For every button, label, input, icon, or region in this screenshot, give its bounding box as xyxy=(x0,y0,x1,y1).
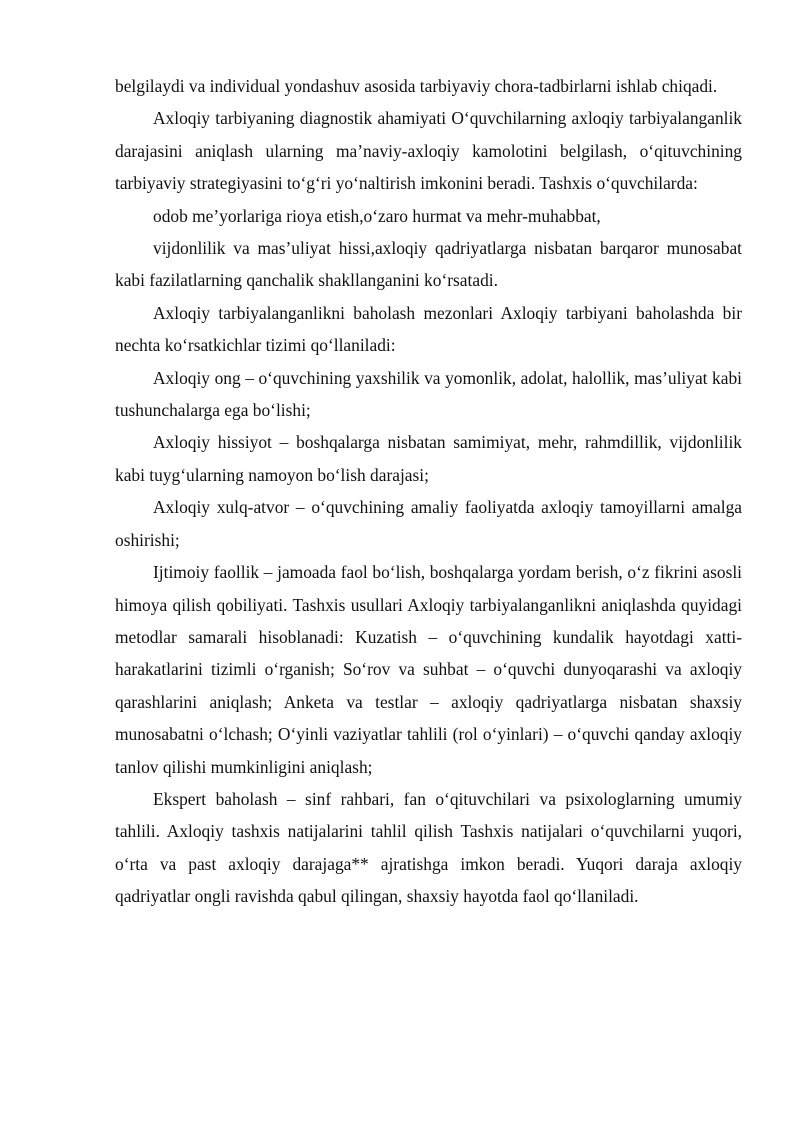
document-body xyxy=(115,70,742,913)
paragraph-moral-feelings: Axloqiy hissiyot – boshqalarga nisbatan samimiyat, mehr, rahmdillik, vijdonlilik kabi tuyg‘ularning namoyon bo‘lish darajasi; xyxy=(115,432,742,485)
paragraph-social-activity: Ijtimoiy faollik – jamoada faol bo‘lish, boshqalarga yordam berish, o‘z fikrini asosli himoya qilish qobiliyati. Tashxis usullari Axloqiy tarbiyalanganlikni aniqlashda quyidagi metodlar samarali hisoblanadi: Kuzatish – o‘quvchining kundalik hayotdagi xatti-harakatlarini tizimli o‘rganish; So‘rov va suhbat – o‘quvchi dunyoqarashi va axloqiy qarashlarini aniqlash; Anketa va testlar – axloqiy qadriyatlarga nisbatan shaxsiy munosabatni o‘lchash; O‘yinli vaziyatlar tahlili (rol o‘yinlari) – o‘quvchi qanday axloqiy tanlov qilishi mumkinligini aniqlash; xyxy=(115,562,742,777)
paragraph-moral-consciousness: Axloqiy ong – o‘quvchining yaxshilik va yomonlik, adolat, halollik, mas’uliyat kabi tushunchalarga ega bo‘lishi; xyxy=(115,367,742,421)
paragraph-continuation: belgilaydi va individual yondashuv asosida tarbiyaviy chora-tadbirlarni ishlab chiqadi. xyxy=(115,76,718,96)
paragraph-moral-behavior: Axloqiy xulq-atvor – o‘quvchining amaliy faoliyatda axloqiy tamoyillarni amalga oshirishi; xyxy=(115,497,742,550)
paragraph-expert-evaluation: Ekspert baholash – sinf rahbari, fan o‘qituvchilari va psixologlarning umumiy tahlili. Axloqiy tashxis natijalarini tahlil qilish Tashxis natijalari o‘quvchilarni yuqori, o‘rta va past axloqiy darajaga** ajratishga imkon beradi. Yuqori daraja axloqiy qadriyatlar ongli ravishda qabul qilingan, shaxsiy hayotda faol qo‘llaniladi. xyxy=(115,788,742,907)
paragraph-manners: odob me’yorlariga rioya etish,o‘zaro hurmat va mehr-muhabbat, xyxy=(153,205,601,226)
paragraph-diagnostic-importance: Axloqiy tarbiyaning diagnostik ahamiyati O‘quvchilarning axloqiy tarbiyalanganlik darajasini aniqlash ularning ma’naviy-axloqiy kamolotini belgilash, o‘qituvchining tarbiyaviy strategiyasini to‘g‘ri yo‘naltirish imkonini beradi. Tashxis o‘quvchilarda: xyxy=(115,108,742,194)
paragraph-evaluation-criteria: Axloqiy tarbiyalanganlikni baholash mezonlari Axloqiy tarbiyani baholashda bir nechta ko‘rsatkichlar tizimi qo‘llaniladi: xyxy=(115,302,742,356)
paragraph-conscience: vijdonlilik va mas’uliyat hissi,axloqiy qadriyatlarga nisbatan barqaror munosabat kabi fazilatlarning qanchalik shakllanganini ko‘rsatadi. xyxy=(115,238,742,291)
